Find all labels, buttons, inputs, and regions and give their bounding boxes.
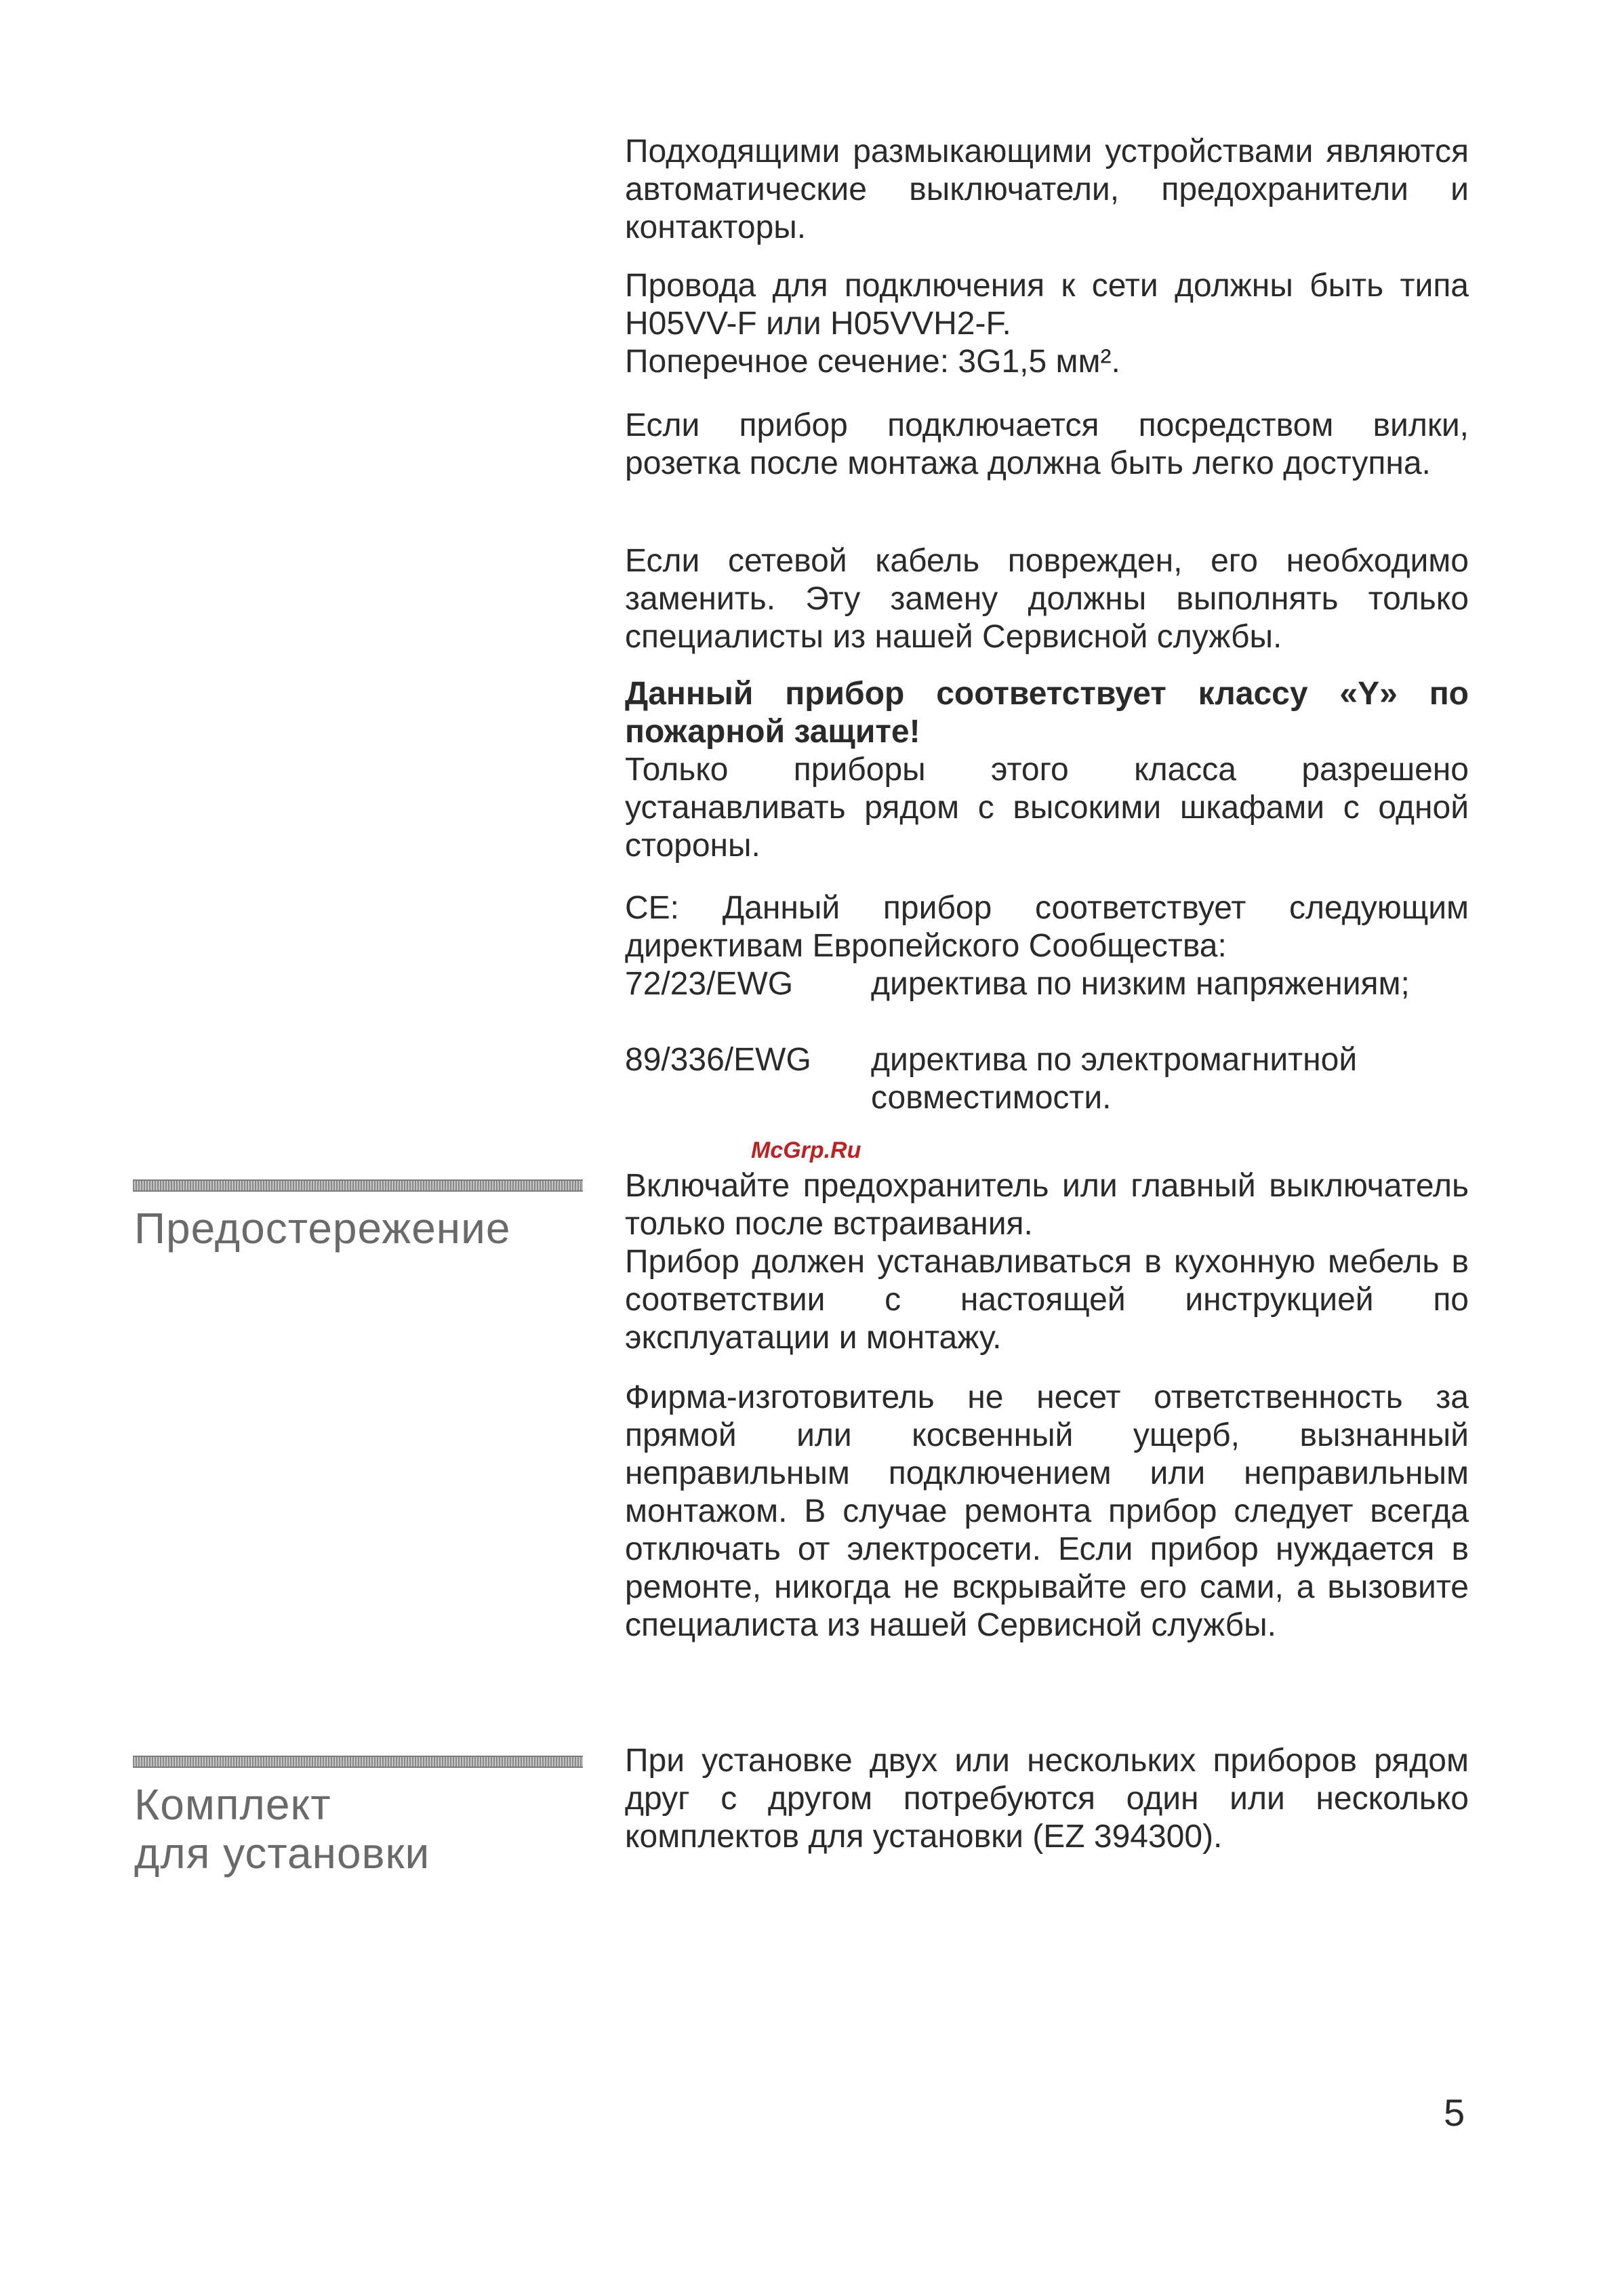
directive-code: 72/23/EWG <box>625 966 794 1002</box>
paragraph-disconnect-devices <box>625 133 1469 247</box>
directive-description: директива по низким напряжениям; <box>871 966 1410 1002</box>
paragraph-ce <box>625 889 1469 965</box>
heading-kit <box>134 1780 430 1878</box>
text-cable-replacement: Если сетевой кабель поврежден, его необходимо заменить. Эту замену должны выполнять только специалисты из нашей Сервисной службы. <box>625 543 1469 655</box>
paragraph-kit <box>625 1742 1469 1856</box>
text-warning-fuse: Включайте предохранитель или главный выключатель только после встраивания. <box>625 1168 1469 1242</box>
section-divider <box>133 1179 583 1192</box>
watermark-link[interactable]: McGrp.Ru <box>751 1137 861 1163</box>
text-plug-access: Если прибор подключается посредством вилки, розетка после монтажа должна быть легко доступна. <box>625 407 1469 481</box>
section-divider <box>133 1756 583 1768</box>
heading-kit-line1: Комплект <box>134 1780 331 1829</box>
directive-description: директива по электромагнитной совместимости. <box>871 1042 1358 1116</box>
paragraph-warning-liability <box>625 1379 1469 1644</box>
heading-kit-line2: для установки <box>134 1829 430 1878</box>
page-number: 5 <box>1444 2091 1465 2134</box>
text-ce: CE: Данный прибор соответствует следующим директивам Европейского Сообщества: <box>625 890 1469 964</box>
text-cable-type: Провода для подключения к сети должны быть типа H05VV-F или H05VVH2-F. <box>625 268 1469 342</box>
text-warning-furniture: Прибор должен устанавливаться в кухонную мебель в соответствии с настоящей инструкцией по эксплуатации и монтажу. <box>625 1244 1469 1356</box>
text-fire-class: Только приборы этого класса разрешено устанавливать рядом с высокими шкафами с одной стороны. <box>625 752 1469 864</box>
paragraph-fire-class <box>625 675 1469 865</box>
directive-code: 89/336/EWG <box>625 1042 811 1078</box>
text-kit: При установке двух или нескольких приборов рядом друг с другом потребуются один или несколько комплектов для установки (EZ 394300). <box>625 1743 1469 1855</box>
text-disconnect-devices: Подходящими размыкающими устройствами являются автоматические выключатели, предохранители и контакторы. <box>625 134 1469 245</box>
text-fire-class-bold: Данный прибор соответствует классу «Y» по пожарной защите! <box>625 676 1469 750</box>
paragraph-warning-install <box>625 1167 1469 1357</box>
text-warning-liability: Фирма-изготовитель не несет ответственность за прямой или косвенный ущерб, вызнанный неправильным подключением или неправильным монтажом. В случае ремонта прибор следует всегда отключать от электросети. Если прибор нуждается в ремонте, никогда не вскрывайте его сами, а вызовите специалиста из нашей Сервисной службы. <box>625 1379 1469 1643</box>
text-cross-section: Поперечное сечение: 3G1,5 мм². <box>625 344 1120 380</box>
paragraph-cable-type <box>625 267 1469 381</box>
heading-warning: Предостережение <box>134 1204 511 1253</box>
paragraph-cable-replacement <box>625 542 1469 656</box>
paragraph-plug-access <box>625 407 1469 483</box>
